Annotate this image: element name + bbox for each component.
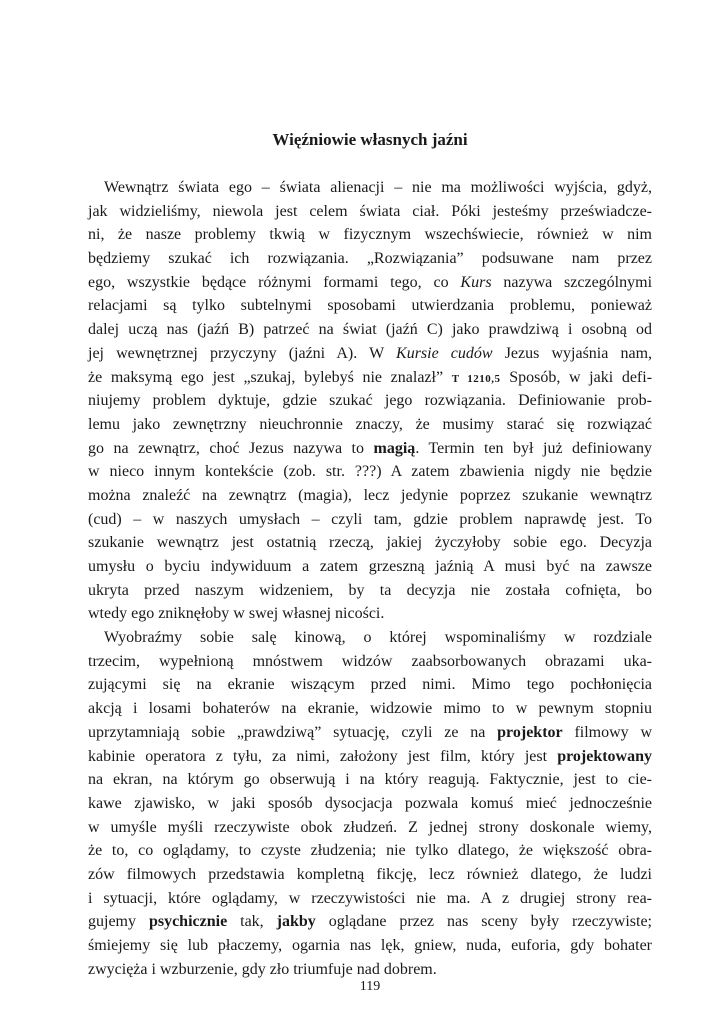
text-line: (cud) – w naszych umysłach – czyli tam, gdzie problem naprawdę jest. To [88, 510, 652, 528]
text-line: śmiejemy się lub płaczemy, ogarnia nas lęk, gniew, nuda, euforia, gdy bohater [88, 937, 652, 954]
text-line: go na zewnątrz, choć Jezus nazywa to magią. Termin ten był już definiowany [88, 439, 653, 457]
text-line: w umyśle myśli rzeczywiste obok złudzeń. Z jednej strony doskonale wiemy, [88, 818, 652, 836]
text-line: można znaleźć na zewnątrz (magia), lecz jedynie poprzez szukanie wewnątrz [88, 486, 652, 504]
text-line: na ekran, na którym go obserwują i na który reagują. Faktycznie, jest to cie- [88, 771, 652, 789]
text-line: uprzytamniają sobie „prawdziwą” sytuację, czyli ze na projektor filmowy w [88, 723, 653, 741]
text-line: będziemy szukać ich rozwiązania. „Rozwiązania” podsuwane nam przez [88, 250, 652, 268]
italic-term: Kurs [460, 273, 492, 291]
text-line: trzecim, wypełnioną mnóstwem widzów zaabsorbowanych obrazami uka- [88, 652, 652, 670]
document-page [88, 0, 652, 1024]
text-line: i sytuacji, które oglądamy, w rzeczywistości nie ma. A z drugiej strony rea- [88, 889, 652, 907]
text-line: jak widzieliśmy, niewola jest celem świata ciał. Póki jesteśmy przeświadcze- [88, 202, 652, 220]
text-line: ni, że nasze problemy tkwią w fizycznym wszechświecie, również w nim [88, 226, 652, 244]
text-line: dalej uczą nas (jaźń B) patrzeć na świat (jaźń C) jako prawdziwą i osobną od [88, 321, 652, 339]
bold-term: magią [373, 439, 416, 457]
text-line: ukryta przed naszym widzeniem, by ta decyzja nie została cofnięta, bo [88, 581, 652, 599]
bold-term: projektowany [557, 747, 653, 765]
body-text [88, 176, 652, 981]
text-line: ego, wszystkie będące różnymi formami tego, co Kurs nazywa szczególnymi [88, 273, 653, 291]
text-line: wtedy ego zniknęłoby w swej własnej nicości. [88, 605, 385, 623]
text-line: zwycięża i wzburzenie, gdy zło triumfuje nad dobrem. [88, 960, 437, 978]
text-line: zującymi się na ekranie wiszącym przed nimi. Mimo tego pochłonięcia [88, 676, 652, 694]
bold-term: projektor [497, 723, 563, 741]
text-line: niujemy problem dyktuje, gdzie szukać jego rozwiązania. Definiowanie prob- [88, 392, 652, 410]
text-line: jej wewnętrznej przyczyny (jaźni A). W Kursie cudów Jezus wyjaśnia nam, [88, 344, 653, 362]
text-line: że to, co oglądamy, to czyste złudzenia; nie tylko dlatego, że większość obra- [88, 842, 652, 860]
text-line: zów filmowych przedstawia kompletną fikcję, lecz również dlatego, że ludzi [88, 865, 652, 883]
text-line: lemu jako zewnętrzny nieuchronnie znaczy, że musimy starać się rozwiązać [88, 415, 652, 433]
page-number: 119 [359, 979, 381, 994]
text-line: relacjami są tylko subtelnymi sposobami utwierdzania problemu, ponieważ [88, 297, 652, 315]
text-line: kawe zjawisko, w jaki sposób dysocjacja pozwala komuś mieć jednocześnie [88, 794, 652, 812]
text-line: gujemy psychicznie tak, jakby oglądane przez nas sceny były rzeczywiste; [88, 913, 652, 931]
text-line: szukanie wewnątrz jest ostatnią rzeczą, jakiej życzyłoby sobie ego. Decyzja [88, 534, 652, 552]
bold-term: jakby [276, 913, 316, 931]
text-line: Wewnątrz świata ego – świata alienacji – nie ma możliwości wyjścia, gdyż, [104, 179, 652, 196]
chapter-title: Więźniowie własnych jaźni [272, 130, 468, 149]
citation-reference: T 1210,5 [451, 372, 501, 385]
text-line: w nieco innym kontekście (zob. str. ???) A zatem zbawienia nigdy nie będzie [88, 463, 652, 481]
bold-term: psychicznie [148, 913, 228, 931]
text-line: kabinie operatora z tyłu, za nimi, założony jest film, który jest projektowany [88, 747, 653, 765]
italic-term: Kursie cudów [396, 344, 493, 362]
text-line: Wyobraźmy sobie salę kinową, o której wspominaliśmy w rozdziale [104, 629, 652, 647]
text-line: umysłu o byciu indywiduum a zatem grzeszną jaźnią A musi być na zawsze [88, 558, 652, 575]
text-line: akcją i losami bohaterów na ekranie, widzowie mimo to w pewnym stopniu [88, 700, 652, 718]
text-line: że maksymą ego jest „szukaj, bylebyś nie znalazł” T 1210,5 Sposób, w jaki defi- [88, 368, 653, 386]
